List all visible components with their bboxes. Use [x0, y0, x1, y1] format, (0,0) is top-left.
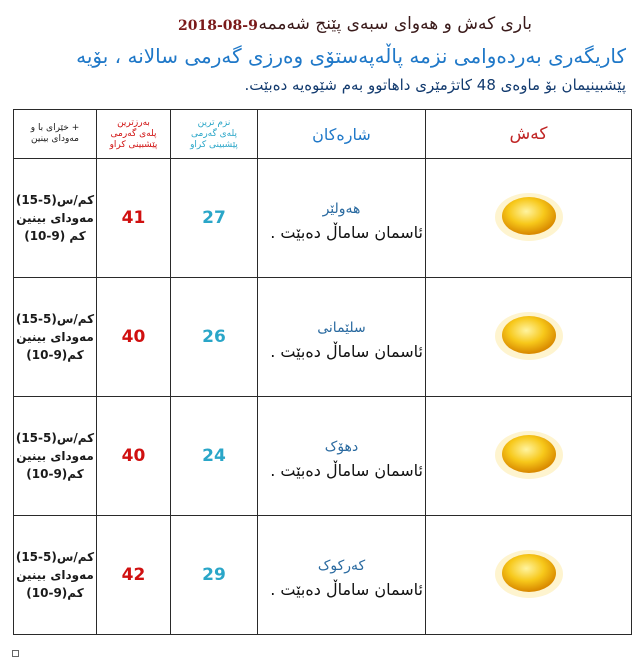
- wind-speed: (15-5)کم/س: [15, 312, 95, 326]
- header-max-line2: پلەی گەرمی: [110, 128, 157, 139]
- sun-icon: [493, 547, 565, 599]
- header-wind-line1: خێرای با و +: [30, 123, 80, 133]
- visibility-label: مەودای بینین: [16, 449, 94, 463]
- city-cell: [258, 397, 426, 516]
- min-temp-value: 27: [171, 159, 258, 278]
- weather-icon-cell: [426, 516, 632, 635]
- wind-visibility-cell: [14, 278, 97, 397]
- sun-icon: [493, 309, 565, 361]
- header-min-line3: پێشبینی کراو: [190, 139, 238, 150]
- wind-speed: (15-5)کم/س: [15, 431, 95, 445]
- sun-icon: [493, 190, 565, 242]
- wind-speed: (15-5)کم/س: [15, 550, 95, 564]
- table-row: [14, 159, 632, 278]
- city-name: سلێمانی: [317, 319, 366, 336]
- forecast-table: [13, 109, 632, 635]
- table-row: [14, 516, 632, 635]
- max-temp-value: 40: [97, 397, 171, 516]
- table-header-row: [14, 110, 632, 159]
- visibility-label: مەودای بینین: [16, 330, 94, 344]
- max-temp-value: 42: [97, 516, 171, 635]
- forecast-headline: کاریگەری بەردەوامی نزمە پاڵەپەستۆی وەرزی گەرمی سالانە ، بۆیە: [76, 44, 626, 68]
- table-row: [14, 397, 632, 516]
- weather-condition: ئاسمان ساماڵ دەبێت .: [270, 222, 423, 242]
- header-wind-line2: مەودای بینین: [31, 134, 79, 144]
- visibility-range: (10-9)کم: [26, 586, 84, 600]
- wind-visibility-cell: [14, 397, 97, 516]
- sun-icon: [493, 428, 565, 480]
- weather-icon-cell: [426, 397, 632, 516]
- visibility-range: (10-9)کم: [26, 348, 84, 362]
- header-weather: کەش: [426, 110, 632, 159]
- header-min-temp: [171, 110, 258, 159]
- header-wind-visibility: [14, 110, 97, 159]
- visibility-range: (10-9)کم: [26, 467, 84, 481]
- city-name: دهۆک: [324, 438, 359, 455]
- forecast-title-bar: [0, 10, 640, 38]
- city-name: هەولێر: [322, 200, 361, 217]
- forecast-title: باری کەش و هەوای سبەی پێنج شەممە: [258, 14, 532, 34]
- visibility-range: (10-9) کم: [24, 229, 86, 243]
- weather-icon-cell: [426, 159, 632, 278]
- city-name: کەرکوک: [317, 557, 366, 574]
- min-temp-value: 26: [171, 278, 258, 397]
- wind-visibility-cell: [14, 159, 97, 278]
- weather-condition: ئاسمان ساماڵ دەبێت .: [270, 341, 423, 361]
- header-max-temp: [97, 110, 171, 159]
- visibility-label: مەودای بینین: [16, 568, 94, 582]
- min-temp-value: 29: [171, 516, 258, 635]
- wind-speed: (15-5)کم/س: [15, 193, 95, 207]
- wind-visibility-cell: [14, 516, 97, 635]
- city-cell: [258, 159, 426, 278]
- visibility-label: مەودای بینین: [16, 211, 94, 225]
- min-temp-value: 24: [171, 397, 258, 516]
- forecast-subline: پێشبینیمان بۆ ماوەی 48 کاتژمێری داهاتوو بەم شێوەیە دەبێت.: [244, 76, 626, 94]
- city-cell: [258, 516, 426, 635]
- header-max-line1: بەرزترین: [117, 117, 150, 128]
- max-temp-value: 40: [97, 278, 171, 397]
- header-min-line2: پلەی گەرمی: [191, 128, 237, 139]
- forecast-date: 2018-08-9: [178, 18, 258, 34]
- city-cell: [258, 278, 426, 397]
- weather-icon-cell: [426, 278, 632, 397]
- weather-condition: ئاسمان ساماڵ دەبێت .: [270, 579, 423, 599]
- weather-condition: ئاسمان ساماڵ دەبێت .: [270, 460, 423, 480]
- header-cities: شارەکان: [258, 110, 426, 159]
- page-corner-marker: [12, 650, 19, 657]
- header-max-line3: پێشبینی کراو: [109, 139, 158, 150]
- table-row: [14, 278, 632, 397]
- header-min-line1: نزم ترین: [197, 117, 231, 128]
- max-temp-value: 41: [97, 159, 171, 278]
